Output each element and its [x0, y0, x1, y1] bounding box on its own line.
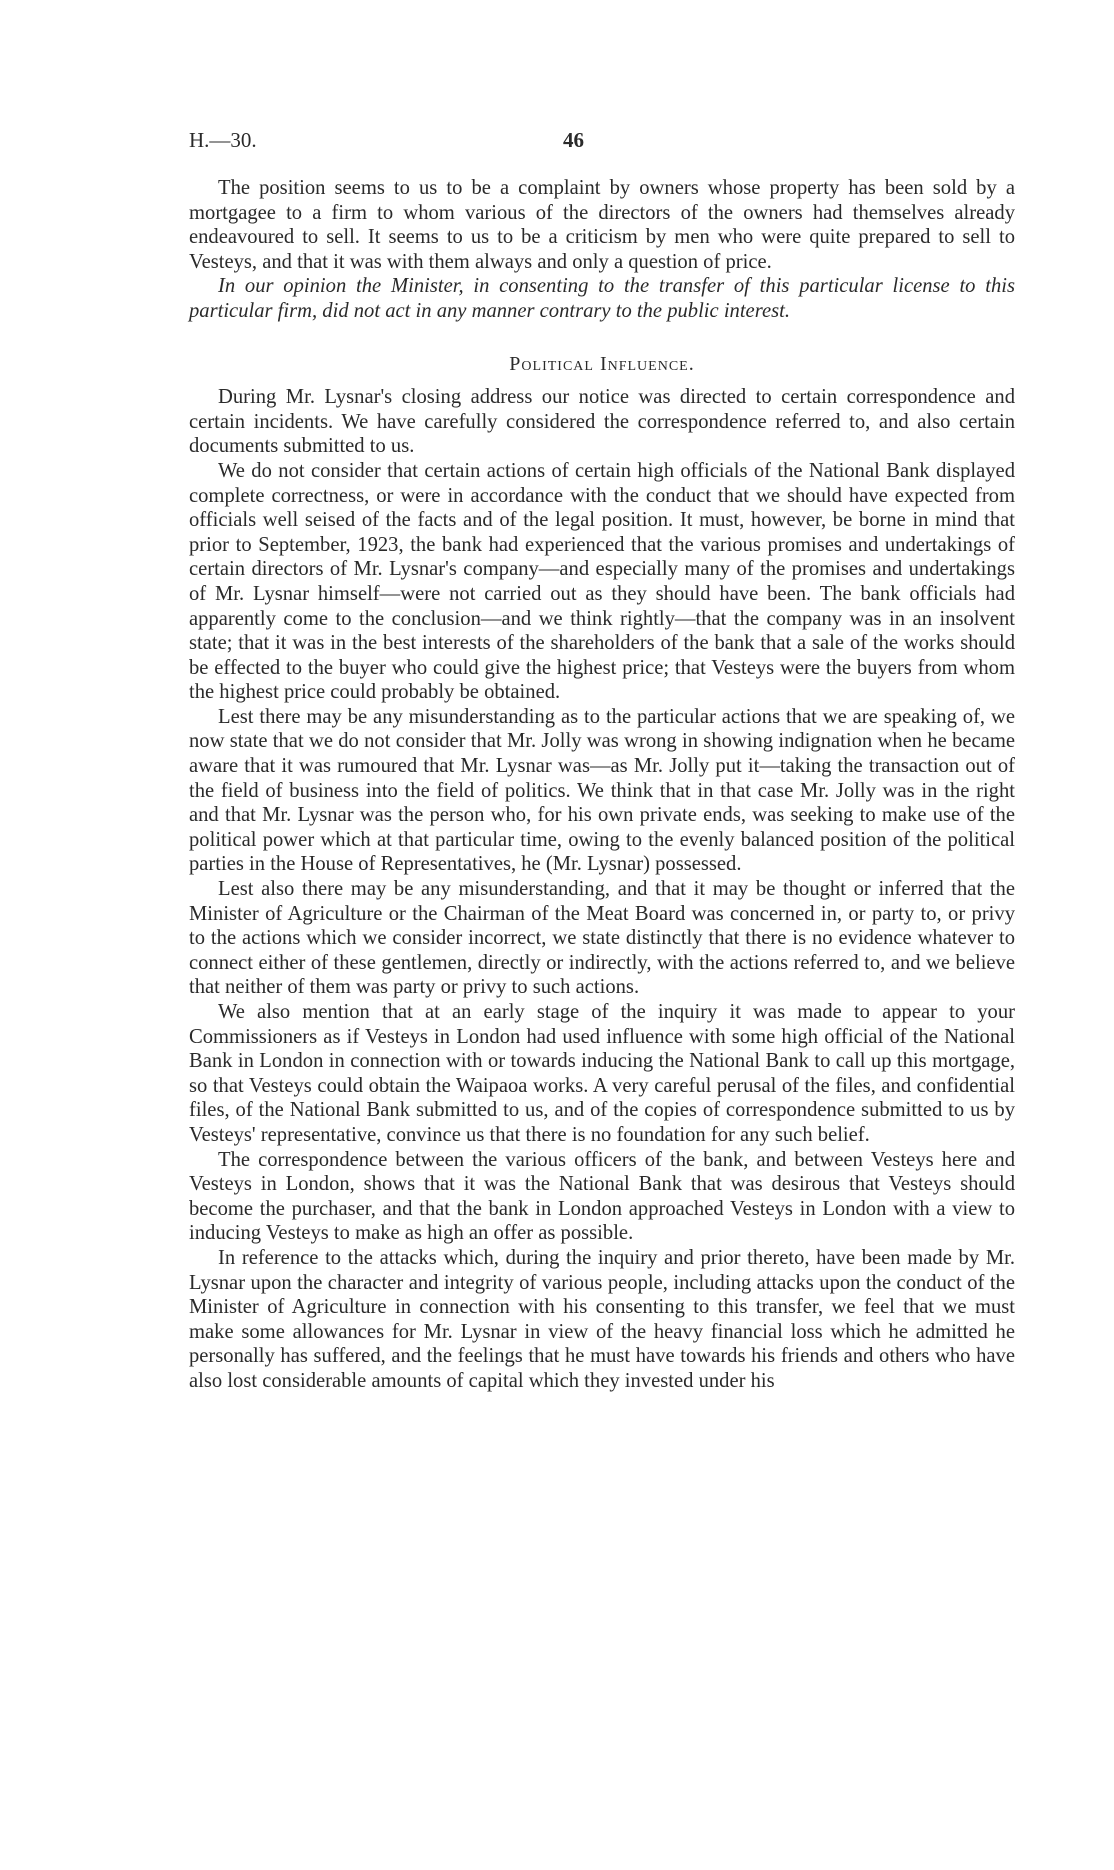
- paragraph-opinion: In our opinion the Minister, in consenting to the transfer of this particular license to this particular firm, did not act in any manner contrary to the public interest.: [189, 275, 1015, 322]
- body-text: [189, 176, 1015, 1394]
- paragraph: During Mr. Lysnar's closing address our notice was directed to certain correspondence and certain incidents. We have carefully considered the correspondence referred to, and also certain documents submitted to us.: [189, 386, 1015, 458]
- paragraph: The correspondence between the various officers of the bank, and between Vesteys here and Vesteys in London, shows that it was the National Bank that was desirous that Vesteys should become the purchaser, and that the bank in London approached Vesteys in London with a view to inducing Vesteys to make as high an offer as possible.: [189, 1148, 1015, 1245]
- paragraph: We do not consider that certain actions of certain high officials of the National Bank displayed complete correctness, or were in accordance with the conduct that we should have expected from officials well seised of the facts and of the legal position. It must, however, be borne in mind that prior to September, 1923, the bank had experienced that the various promises and undertakings of certain directors of Mr. Lysnar's company—and especially many of the promises and undertakings of Mr. Lysnar himself—were not carried out as they should have been. The bank officials had apparently come to the conclusion—and we think rightly—that the company was in an insolvent state; that it was in the best interests of the shareholders of the bank that a sale of the works should be effected to the buyer who could give the highest price; that Vesteys were the buyers from whom the highest price could probably be obtained.: [189, 459, 1015, 704]
- paragraph: Lest there may be any misunderstanding as to the particular actions that we are speaking of, we now state that we do not consider that Mr. Jolly was wrong in showing indignation when he became aware that it was rumoured that Mr. Lysnar was—as Mr. Jolly put it—taking the transaction out of the field of business into the field of politics. We think that in that case Mr. Jolly was in the right and that Mr. Lysnar was the person who, for his own private ends, was seeking to make use of the political power which at that particular time, owing to the evenly balanced position of the political parties in the House of Representatives, he (Mr. Lysnar) possessed.: [189, 705, 1015, 876]
- paragraph: The position seems to us to be a complaint by owners whose property has been sold by a mortgagee to a firm to whom various of the directors of the owners had themselves already endeavoured to sell. It seems to us to be a criticism by men who were quite prepared to sell to Vesteys, and that it was with them always and only a question of price.: [189, 177, 1015, 273]
- section-heading: Political Influence.: [509, 352, 695, 375]
- paragraph: In reference to the attacks which, during the inquiry and prior thereto, have been made by Mr. Lysnar upon the character and integrity of various people, including attacks upon the conduct of the Minister of Agriculture in connection with his consenting to this transfer, we feel that we must make some allowances for Mr. Lysnar in view of the heavy financial loss which he admitted he personally has suffered, and the feelings that he must have towards his friends and others who have also lost considerable amounts of capital which they invested under his: [189, 1246, 1015, 1392]
- document-reference: H.—30.: [189, 128, 257, 152]
- page-header: [189, 128, 1015, 158]
- paragraph: Lest also there may be any misunderstanding, and that it may be thought or inferred that the Minister of Agriculture or the Chairman of the Meat Board was concerned in, or party to, or privy to the actions which we consider incorrect, we state distinctly that there is no evidence whatever to connect either of these gentlemen, directly or indirectly, with the actions referred to, and we believe that neither of them was party or privy to such actions.: [189, 878, 1015, 999]
- paragraph: We also mention that at an early stage of the inquiry it was made to appear to your Commissioners as if Vesteys in London had used influence with some high official of the National Bank in London in connection with or towards inducing the National Bank to call up this mortgage, so that Vesteys could obtain the Waipaoa works. A very careful perusal of the files, and confidential files, of the National Bank submitted to us, and of the copies of correspondence submitted to us by Vesteys' representative, convince us that there is no foundation for any such belief.: [189, 1001, 1015, 1146]
- page-number: 46: [563, 128, 584, 152]
